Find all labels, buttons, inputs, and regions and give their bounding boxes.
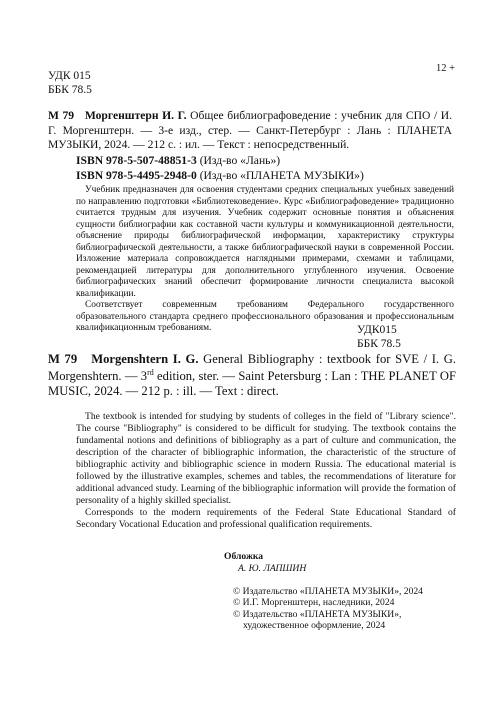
udk-code: УДК 015 (48, 70, 91, 82)
record-code: М 79 (48, 109, 75, 122)
annotation-paragraph: The textbook is intended for studying by students of colleges in the field of "Library science". The course "Bibliography" is considered to be difficult for studying. The textbook contains the fundamental notions and definitions of bibliography as a part of culture and communication, the description of the character of bibliographic information, the characteristic of the structure of bibliographic activity and bibliographic science in modern Russia. The educational material is followed by the illustrative examples, schemes and tables, the recommendations of literature for additional advanced study. Learning of the bibliographic information will provide the formation of personality of a highly skilled specialist. (76, 411, 456, 506)
copyright-line: © Издательство «ПЛАНЕТА МУЗЫКИ», (233, 608, 402, 620)
annotation-en (76, 411, 456, 531)
udk-code-en: УДК015 (357, 324, 397, 336)
cover-heading: Обложка (224, 551, 264, 562)
isbn-line-1 (76, 154, 280, 169)
isbn-number: ISBN 978-5-507-48851-3 (76, 154, 197, 167)
copyright-block (233, 586, 423, 632)
isbn-number: ISBN 978-5-4495-2948-0 (76, 169, 197, 182)
isbn-publisher: (Изд-во «Лань») (199, 154, 281, 167)
record-author: Morgenshtern I. G. (91, 352, 199, 366)
record-description-part: General Bibliography : textbook for SVE / I. G. Morgenshtern. — 3 (48, 352, 456, 384)
age-rating: 12 + (436, 63, 456, 74)
annotation-paragraph: Учебник предназначен для освоения студентами средних специальных учебных заведений по направлению подготовки «Библиотековедение». Курс «Библиографоведение» традиционно считается трудным для изучения. Учебник содержит основные понятия и объяснения сущности библиографии как составной части культуры и коммуникационной деятельности, объяснение природы библиографической информации, характеристику структуры библиографической деятельности, а также библиографической науки в современной России. Изложение материала сопровождается наглядными примерами, схемами и таблицами, рекомендацией литературы для дополнительного углубленного изучения. Освоение библиографических знаний обеспечит формирование личности специалиста высокой квалификации. (76, 185, 454, 299)
record-author: Моргенштерн И. Г. (84, 109, 187, 122)
record-code: М 79 (48, 352, 78, 366)
annotation-paragraph: Соответствует современным требованиям Федерального государственного образовательного стандарта среднего профессионального образования и профессиональным квалификационным требованиям. (76, 300, 454, 333)
copyright-line: © Издательство «ПЛАНЕТА МУЗЫКИ», 2024 (233, 586, 423, 597)
isbn-line-2 (76, 169, 364, 184)
bibliographic-record-ru (48, 109, 452, 153)
annotation-ru (76, 185, 454, 335)
cover-artist: А. Ю. ЛАПШИН (238, 563, 307, 574)
isbn-publisher: (Изд-во «ПЛАНЕТА МУЗЫКИ») (199, 169, 364, 182)
edition-superscript: rd (147, 368, 154, 378)
bbk-code-en: ББК 78.5 (357, 338, 401, 350)
copyright-line: © И.Г. Моргенштерн, наследники, 2024 (233, 597, 395, 609)
copyright-line: художественное оформление, 2024 (243, 620, 386, 632)
bbk-code: ББК 78.5 (48, 84, 92, 96)
record-description: Общее библиографоведение : учебник для СПО / И. Г. Моргенштерн. — 3-е изд., стер. — Санкт-Петербург : Лань : ПЛАНЕТА МУЗЫКИ, 2024. — 212 с. : ил. — Текст : непосредственный. (48, 109, 453, 152)
record-description-part: edition, ster. — Saint Petersburg : Lan : THE PLANET OF MUSIC, 2024. — 212 p. : ill. — Text : direct. (48, 369, 456, 398)
bibliographic-record-en (48, 352, 456, 398)
annotation-paragraph: Corresponds to the modern requirements of the Federal State Educational Standard of Secondary Vocational Education and professional qualification requirements. (76, 507, 456, 530)
